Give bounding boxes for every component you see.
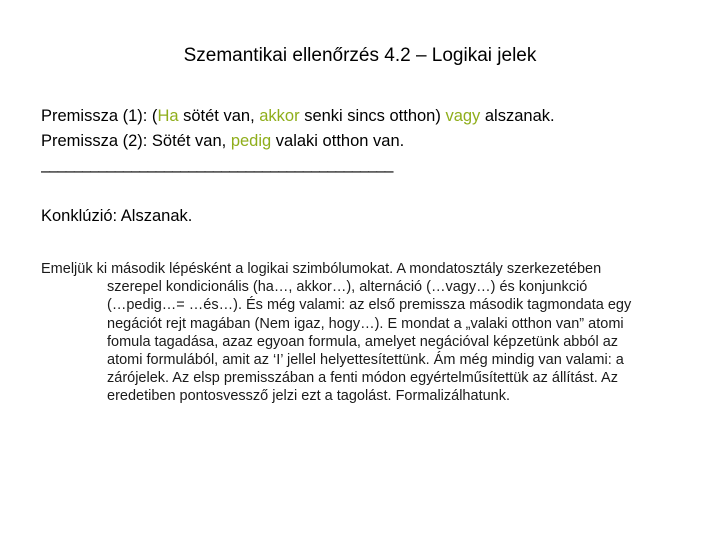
premise-1-text-2: senki sincs otthon) xyxy=(299,107,446,125)
premise-1-prefix: Premissza (1): ( xyxy=(41,107,158,125)
keyword-pedig: pedig xyxy=(230,132,272,150)
paragraph-line: eredetiben pontosvessző jelzi ezt a tagolást. Formalizálhatunk. xyxy=(107,388,510,405)
inference-divider: ––––––––––––––––––––––––––––––––––––––––––– xyxy=(41,162,393,180)
paragraph-line: (…pedig…= …és…). És még valami: az első premissza második tagmondata egy xyxy=(107,297,632,314)
conclusion: Konklúzió: Alszanak. xyxy=(41,207,193,225)
paragraph-line: atomi formulából, amit az ‘I’ jellel helyettesítettünk. Ám még mindig van valami: a xyxy=(107,352,624,369)
keyword-vagy: vagy xyxy=(445,107,481,125)
paragraph-line: Emeljük ki második lépésként a logikai szimbólumokat. A mondatosztály szerkezetében xyxy=(41,261,602,277)
paragraph-line: szerepel kondicionális (ha…, akkor…), alternáció (…vagy…) és konjunkció xyxy=(107,279,588,296)
premise-2-prefix: Premissza (2): Sötét van, xyxy=(41,132,231,150)
paragraph-line: zárójelek. Az elsp premisszában a fenti módon egyértelműsítettük az állítást. Az xyxy=(107,370,618,387)
premise-1 xyxy=(41,106,555,126)
premise-2 xyxy=(41,131,404,151)
paragraph-line: negációt rejt magában (Nem igaz, hogy…). E mondat a „valaki otthon van” atomi xyxy=(107,315,624,332)
premise-2-text-1: valaki otthon van. xyxy=(271,132,405,150)
slide-title: Szemantikai ellenőrzés 4.2 – Logikai jelek xyxy=(183,45,537,66)
premise-1-text-1: sötét van, xyxy=(178,107,260,125)
paragraph-line: fomula tagadása, azaz egyoan formula, amelyet negációval képzetünk abból az xyxy=(107,333,619,350)
keyword-ha: Ha xyxy=(157,107,179,125)
keyword-akkor: akkor xyxy=(259,107,300,125)
explanation-paragraph xyxy=(41,260,631,406)
premise-1-text-3: alszanak. xyxy=(480,107,555,125)
